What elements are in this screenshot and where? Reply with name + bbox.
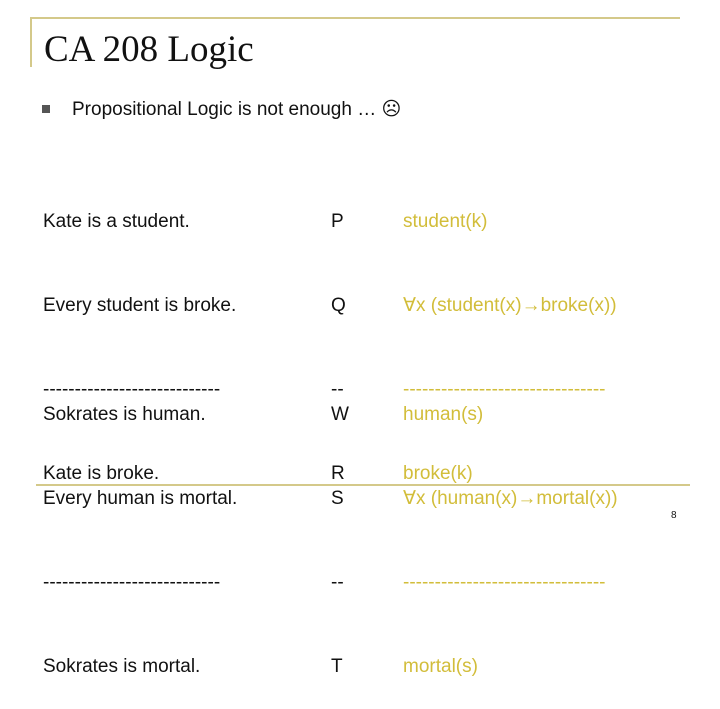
argument-2-conclusion: Sokrates is mortal. (43, 656, 201, 677)
argument-2-premise-1: Sokrates is human. (43, 404, 206, 425)
argument-1-fol-divider: -------------------------------- (403, 379, 606, 400)
bottom-rule (36, 484, 690, 486)
argument-2-symbol-2: S (331, 488, 344, 509)
argument-2-symbol-3: T (331, 656, 343, 677)
argument-2-english (43, 345, 237, 709)
argument-1-fol-3: broke(k) (403, 463, 473, 484)
argument-2-premise-2: Every human is mortal. (43, 488, 238, 509)
bullet-square-icon (42, 105, 50, 113)
argument-1-divider: ---------------------------- (43, 379, 221, 400)
top-rule (30, 17, 680, 19)
argument-1-fol-1: student(k) (403, 211, 488, 232)
argument-1-symbol-1: P (331, 211, 344, 232)
argument-2-fol-divider: -------------------------------- (403, 572, 606, 593)
argument-1-symbol-2: Q (331, 295, 346, 316)
argument-1-premise-2: Every student is broke. (43, 295, 237, 316)
argument-1-symbol-divider: -- (331, 379, 344, 400)
argument-2-fol-1: human(s) (403, 404, 484, 425)
bullet-item (42, 96, 402, 122)
argument-1-symbol-3: R (331, 463, 345, 484)
left-rule (30, 17, 32, 67)
argument-2-symbol-divider: -- (331, 572, 344, 593)
argument-2-symbols (331, 345, 349, 709)
argument-2-divider: ---------------------------- (43, 572, 221, 593)
argument-1-fol-2: ∀x (student(x)→broke(x)) (403, 295, 617, 316)
bullet-text: Propositional Logic is not enough … ☹ (72, 99, 402, 120)
argument-2-fol-3: mortal(s) (403, 656, 478, 677)
slide-title: CA 208 Logic (44, 29, 254, 70)
argument-1-premise-1: Kate is a student. (43, 211, 190, 232)
argument-1-conclusion: Kate is broke. (43, 463, 160, 484)
argument-2-fol (403, 345, 618, 709)
argument-2-fol-2: ∀x (human(x)→mortal(x)) (403, 488, 618, 509)
page-number: 8 (671, 510, 677, 521)
argument-2-symbol-1: W (331, 404, 349, 425)
